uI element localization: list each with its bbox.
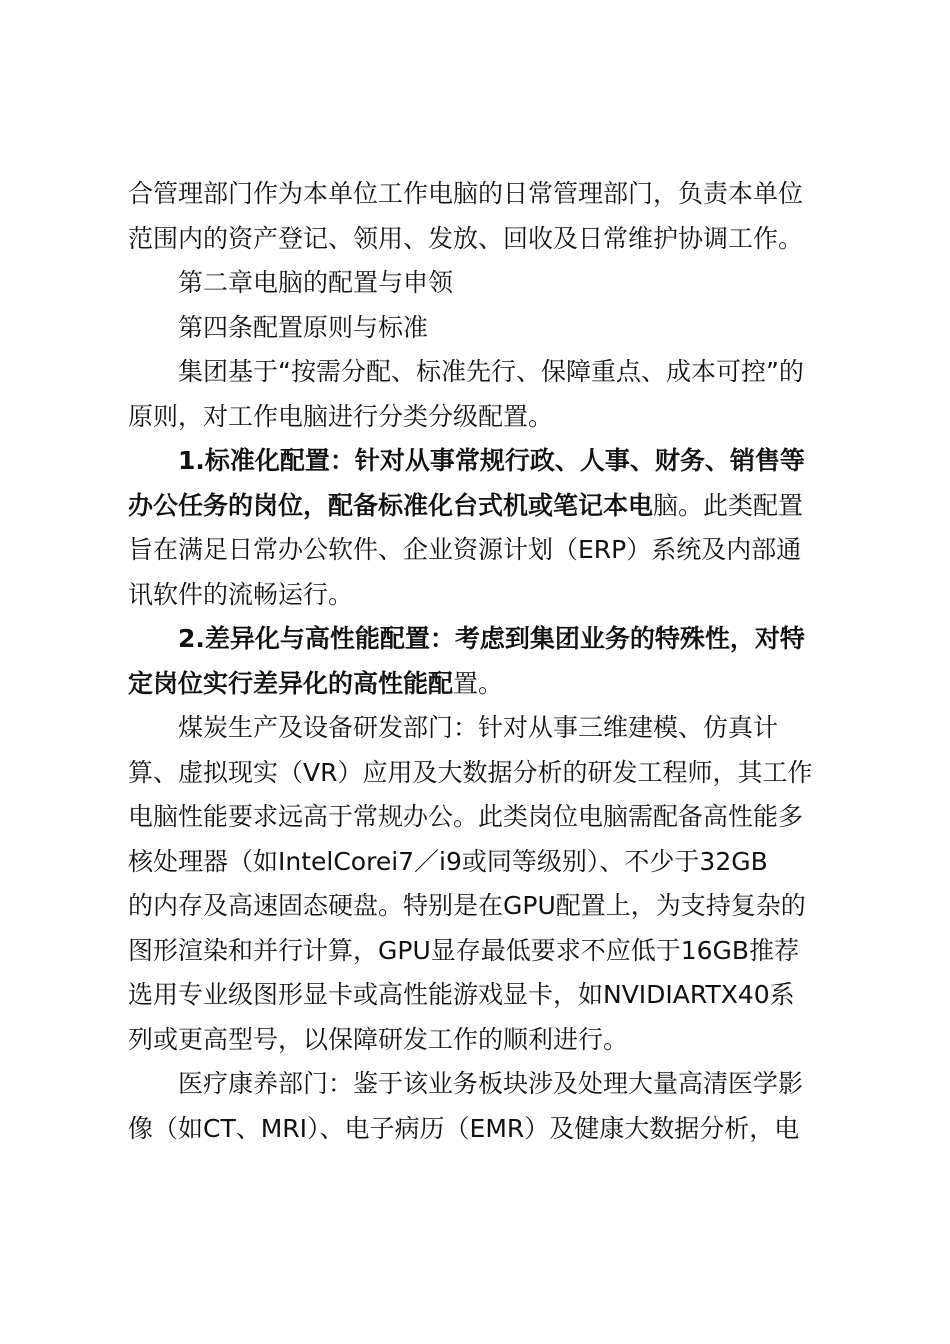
paragraph-line: 核处理器（如IntelCorei7／i9或同等级别）、不少于32GB bbox=[128, 846, 768, 876]
paragraph-line: 合管理部门作为本单位工作电脑的日常管理部门，负责本单位 bbox=[128, 179, 804, 208]
paragraph-line bbox=[128, 662, 828, 707]
paragraph-line: 电脑性能要求远高于常规办公。此类岗位电脑需配备高性能多 bbox=[128, 802, 804, 831]
paragraph-line: 列或更高型号，以保障研发工作的顺利进行。 bbox=[128, 1024, 629, 1054]
paragraph-line: 像（如CT、MRI）、电子病历（EMR）及健康大数据分析，电 bbox=[128, 1113, 800, 1143]
bold-item-heading: 1.标准化配置：针对从事常规行政、人事、财务、销售等 bbox=[178, 446, 805, 475]
paragraph-line: 范围内的资产登记、领用、发放、回收及日常维护协调工作。 bbox=[128, 223, 804, 253]
document-body bbox=[128, 172, 828, 1151]
bold-item-heading: 2.差异化与高性能配置：考虑到集团业务的特殊性，对特 bbox=[178, 624, 805, 653]
paragraph-line: 选用专业级图形显卡或高性能游戏显卡，如NVIDIARTX40系 bbox=[128, 980, 795, 1009]
paragraph-line: 集团基于“按需分配、标准先行、保障重点、成本可控”的 bbox=[178, 357, 804, 386]
paragraph-line: 原则，对工作电脑进行分类分级配置。 bbox=[128, 401, 554, 431]
paragraph-line: 讯软件的流畅运行。 bbox=[128, 579, 354, 609]
bold-text: 定岗位实行差异化的高性能配 bbox=[128, 668, 454, 698]
paragraph-line: 算、虚拟现实（VR）应用及大数据分析的研发工程师，其工作 bbox=[128, 757, 813, 787]
paragraph-line: 旨在满足日常办公软件、企业资源计划（ERP）系统及内部通 bbox=[128, 535, 802, 564]
chapter-heading: 第二章电脑的配置与申领 bbox=[178, 268, 454, 297]
bold-text: 办公任务的岗位，配备标准化台式机或笔记本电 bbox=[128, 490, 654, 520]
paragraph-line: 医疗康养部门：鉴于该业务板块涉及处理大量高清医学影 bbox=[178, 1069, 804, 1098]
paragraph-line: 图形渲染和并行计算，GPU显存最低要求不应低于16GB推荐 bbox=[128, 935, 800, 965]
regular-text: 置。 bbox=[453, 668, 504, 698]
article-heading: 第四条配置原则与标准 bbox=[178, 312, 429, 342]
regular-text: 脑。此类配置 bbox=[653, 490, 804, 520]
paragraph-line bbox=[128, 484, 828, 529]
paragraph-line: 煤炭生产及设备研发部门：针对从事三维建模、仿真计 bbox=[178, 713, 779, 742]
paragraph-line: 的内存及高速固态硬盘。特别是在GPU配置上，为支持复杂的 bbox=[128, 891, 806, 920]
